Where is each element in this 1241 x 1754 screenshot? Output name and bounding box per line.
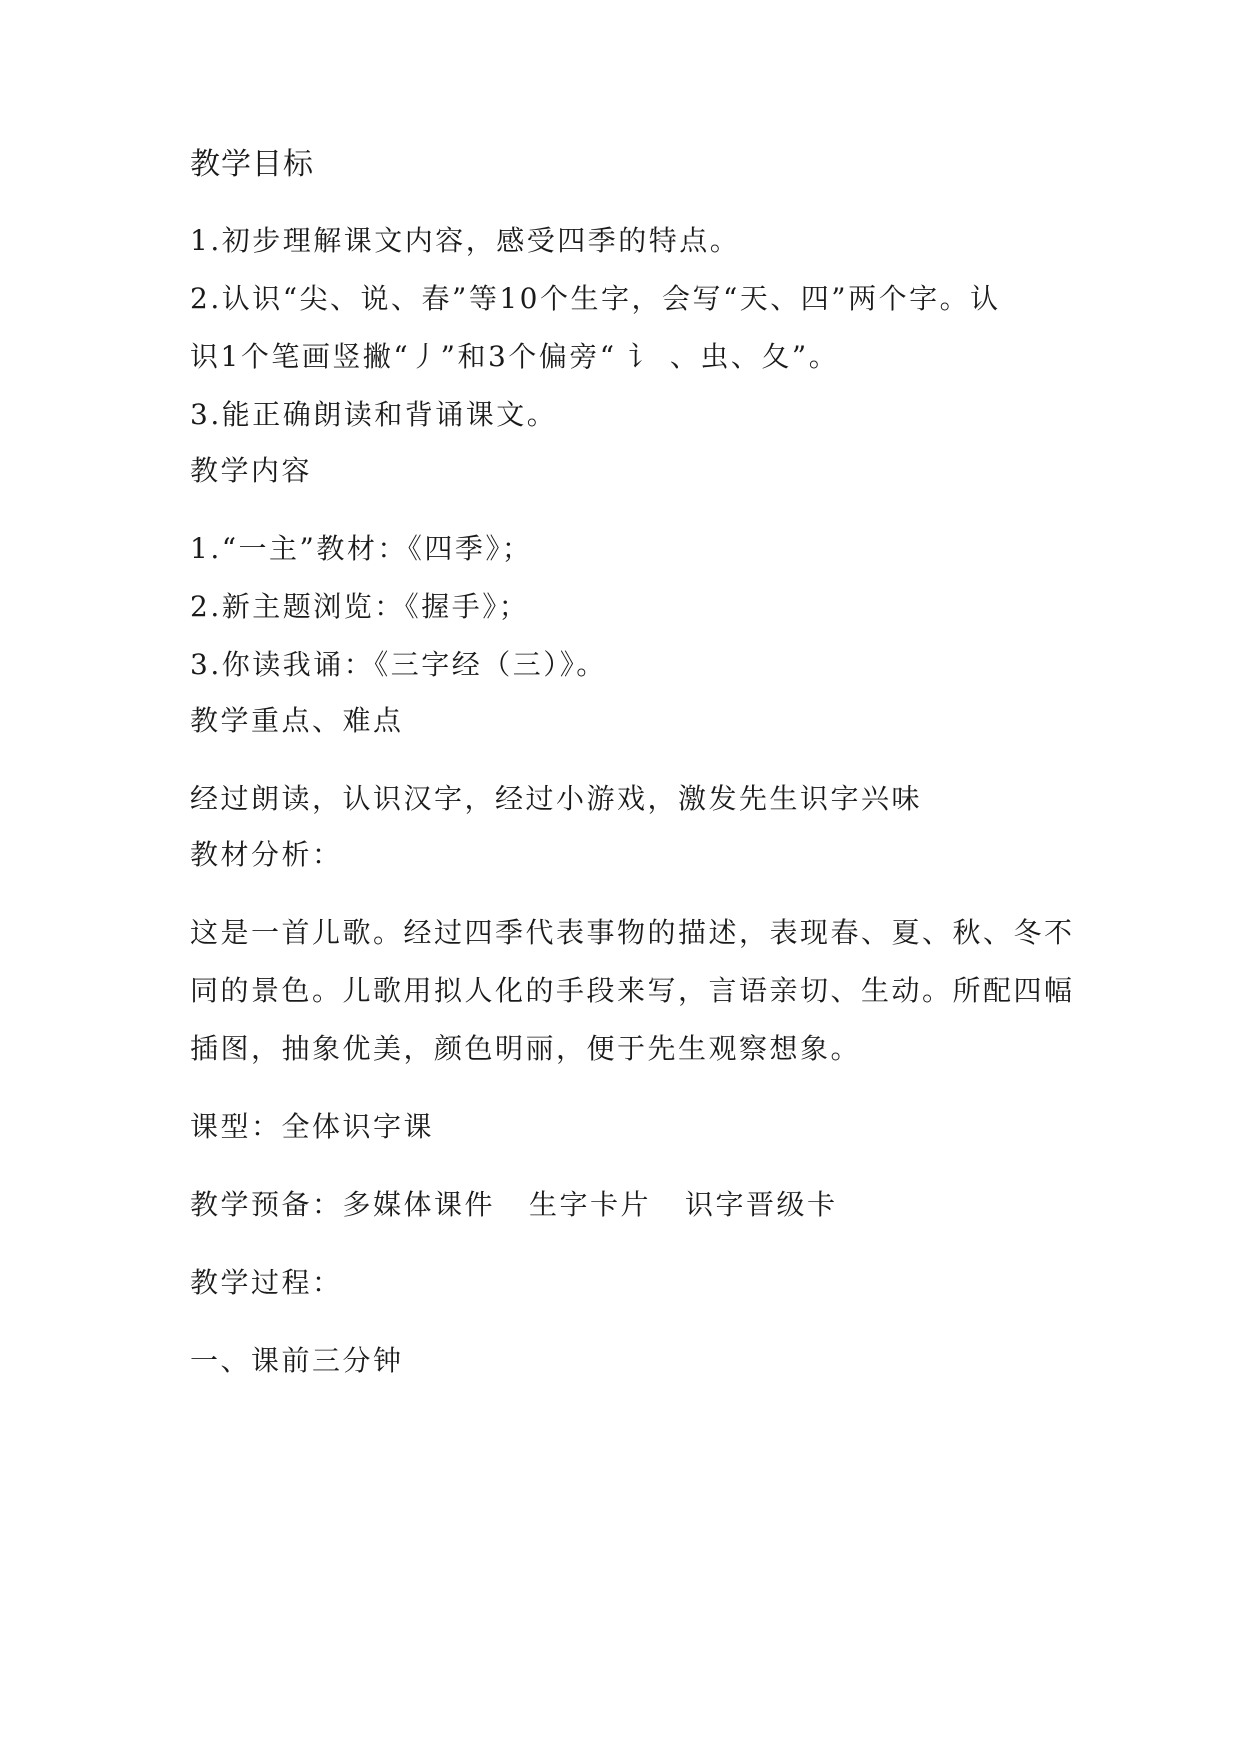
objective-line-2: 2.认识“尖、说、春”等10个生字，会写“天、四”两个字。认 bbox=[190, 282, 1001, 315]
analysis-line-2: 同的景色。儿歌用拟人化的手段来写，言语亲切、生动。所配四幅 bbox=[190, 974, 1075, 1007]
objective-line-1: 1.初步理解课文内容，感受四季的特点。 bbox=[190, 224, 741, 257]
analysis-line-3: 插图，抽象优美，颜色明丽，便于先生观察想象。 bbox=[190, 1032, 862, 1065]
teaching-preparation bbox=[190, 1185, 838, 1225]
prep-item-cards: 生字卡片 bbox=[529, 1188, 652, 1221]
title-teaching-objectives: 教学目标 bbox=[190, 147, 314, 182]
heading-teaching-process: 教学过程： bbox=[190, 1266, 343, 1299]
content-item-3: 3.你读我诵：《三字经（三）》。 bbox=[190, 648, 607, 681]
heading-material-analysis: 教材分析： bbox=[190, 838, 343, 871]
objective-line-3: 识1个笔画竖撇“丿”和3个偏旁“ 讠 、虫、夂”。 bbox=[190, 340, 840, 373]
content-item-2: 2.新主题浏览：《握手》； bbox=[190, 590, 530, 623]
prep-label: 教学预备：多媒体课件 bbox=[190, 1188, 496, 1221]
objective-line-4: 3.能正确朗读和背诵课文。 bbox=[190, 398, 558, 431]
process-step-1: 一、课前三分钟 bbox=[190, 1344, 404, 1377]
prep-item-level-card: 识字晋级卡 bbox=[685, 1188, 838, 1221]
content-item-1: 1.“一主”教材：《四季》； bbox=[190, 532, 533, 565]
analysis-line-1: 这是一首儿歌。经过四季代表事物的描述，表现春、夏、秋、冬不 bbox=[190, 916, 1075, 949]
heading-teaching-content: 教学内容 bbox=[190, 454, 313, 487]
key-points-text: 经过朗读，认识汉字，经过小游戏，激发先生识字兴味 bbox=[190, 782, 923, 815]
heading-key-points: 教学重点、难点 bbox=[190, 704, 404, 737]
lesson-type: 课型：全体识字课 bbox=[190, 1110, 435, 1143]
